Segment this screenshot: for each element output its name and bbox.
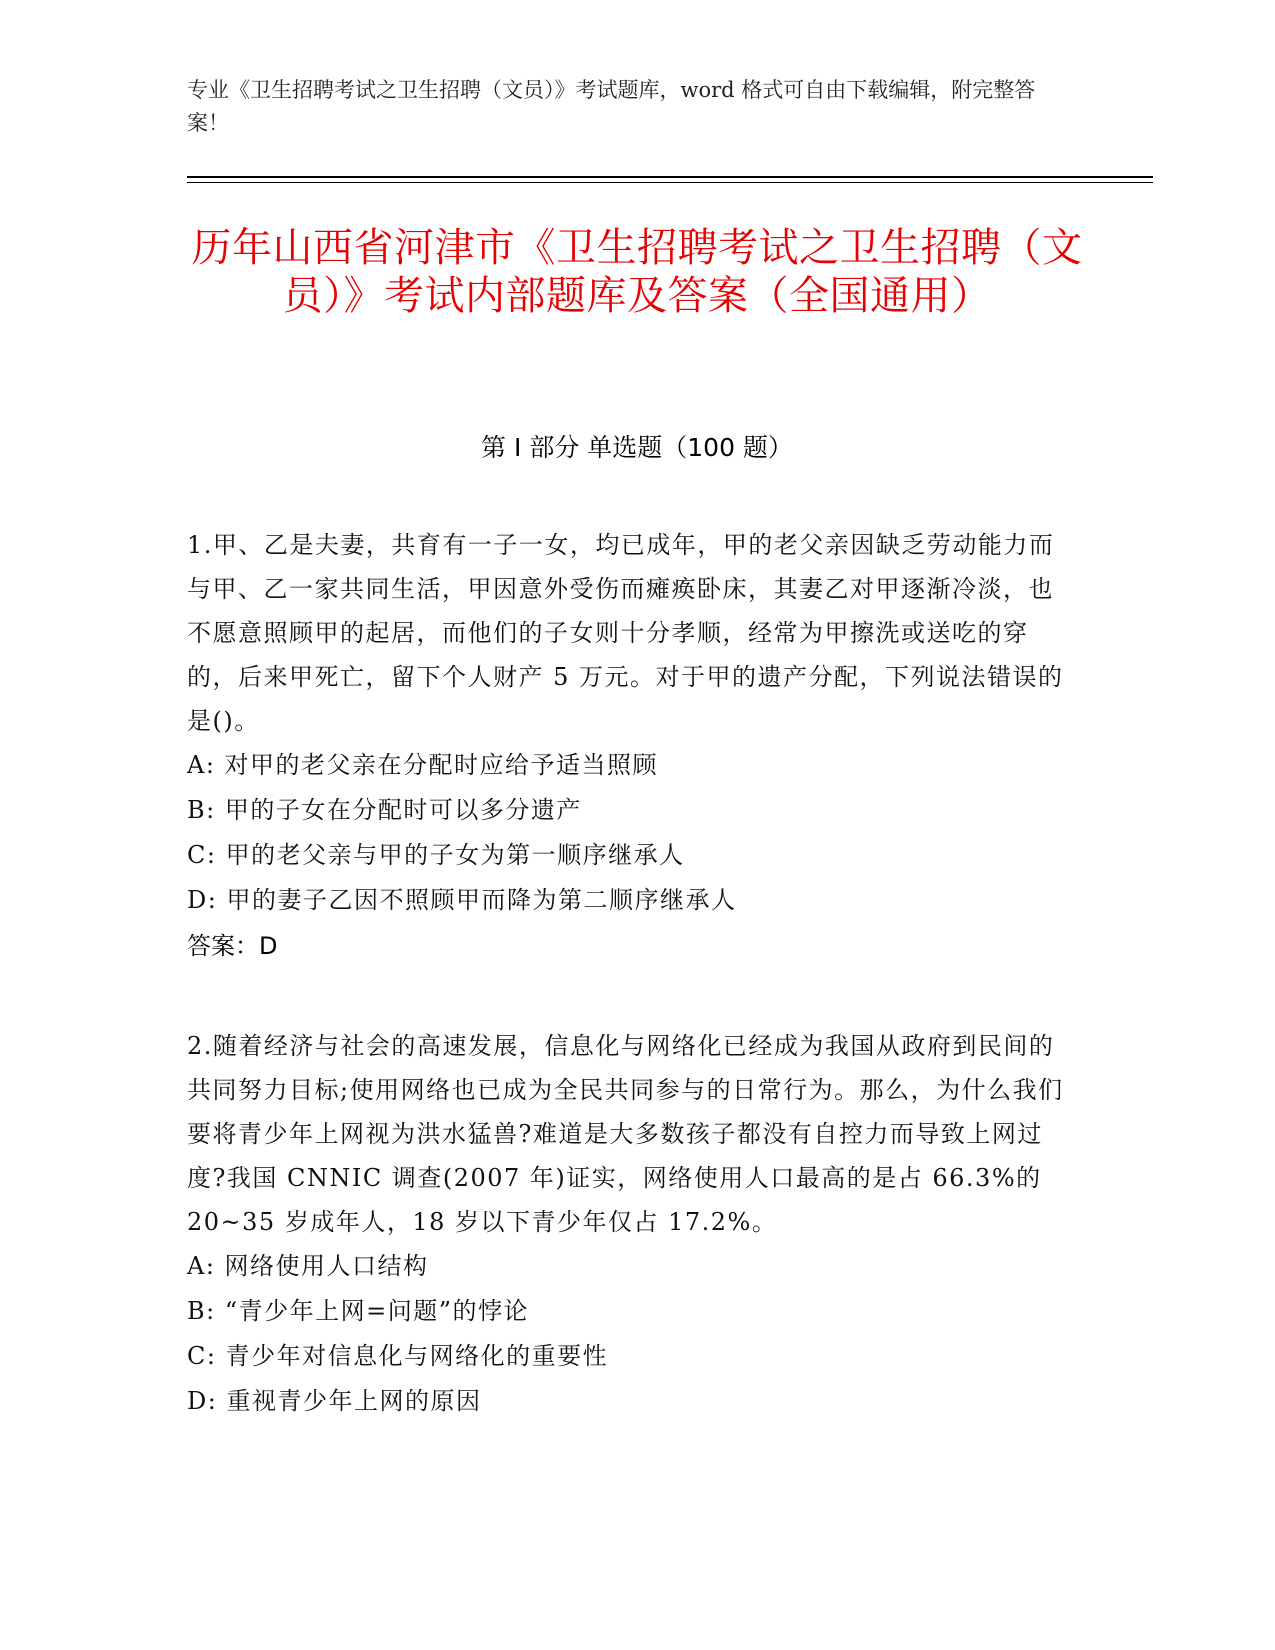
option-b: B: 甲的子女在分配时可以多分遗产	[187, 796, 582, 824]
option-d: D: 甲的妻子乙因不照顾甲而降为第二顺序继承人	[187, 886, 737, 914]
question-stem: 1.甲、乙是夫妻，共育有一子一女，均已成年，甲的老父亲因缺乏劳动能力而与甲、乙一家共同生活，甲因意外受伤而瘫痪卧床，其妻乙对甲逐渐冷淡，也不愿意照顾甲的起居，而他们的子女则十分孝顺，经常为甲擦洗或送吃的穿的，后来甲死亡，留下个人财产 5 万元。对于甲的遗产分配，下列说法错误的是()。	[187, 531, 1064, 735]
section-title: 第 I 部分 单选题（100 题）	[481, 433, 793, 462]
header-divider-thin	[187, 182, 1153, 183]
option-b: B: “青少年上网=问题”的悖论	[187, 1297, 529, 1325]
option-a: A: 对甲的老父亲在分配时应给予适当照顾	[187, 751, 659, 779]
option-c: C: 青少年对信息化与网络化的重要性	[187, 1342, 609, 1370]
answer: 答案：D	[187, 932, 278, 960]
header-divider-thick	[187, 176, 1153, 178]
option-a: A: 网络使用人口结构	[187, 1252, 429, 1280]
question-1	[187, 523, 1077, 969]
document-title: 历年山西省河津市《卫生招聘考试之卫生招聘（文员）》考试内部题库及答案（全国通用）	[191, 225, 1083, 319]
question-stem: 2.随着经济与社会的高速发展，信息化与网络化已经成为我国从政府到民间的共同努力目标;使用网络也已成为全民共同参与的日常行为。那么，为什么我们要将青少年上网视为洪水猛兽?难道是大多数孩子都没有自控力而导致上网过度?我国 CNNIC 调查(2007 年)证实，网络使用人口最高的是占 66.3%的 20~35 岁成年人，18 岁以下青少年仅占 17.2%。	[187, 1032, 1064, 1236]
question-2	[187, 1024, 1077, 1424]
option-c: C: 甲的老父亲与甲的子女为第一顺序继承人	[187, 841, 685, 869]
header-note: 专业《卫生招聘考试之卫生招聘（文员）》考试题库，word 格式可自由下载编辑，附完整答案！	[187, 78, 1036, 135]
option-d: D: 重视青少年上网的原因	[187, 1387, 482, 1415]
